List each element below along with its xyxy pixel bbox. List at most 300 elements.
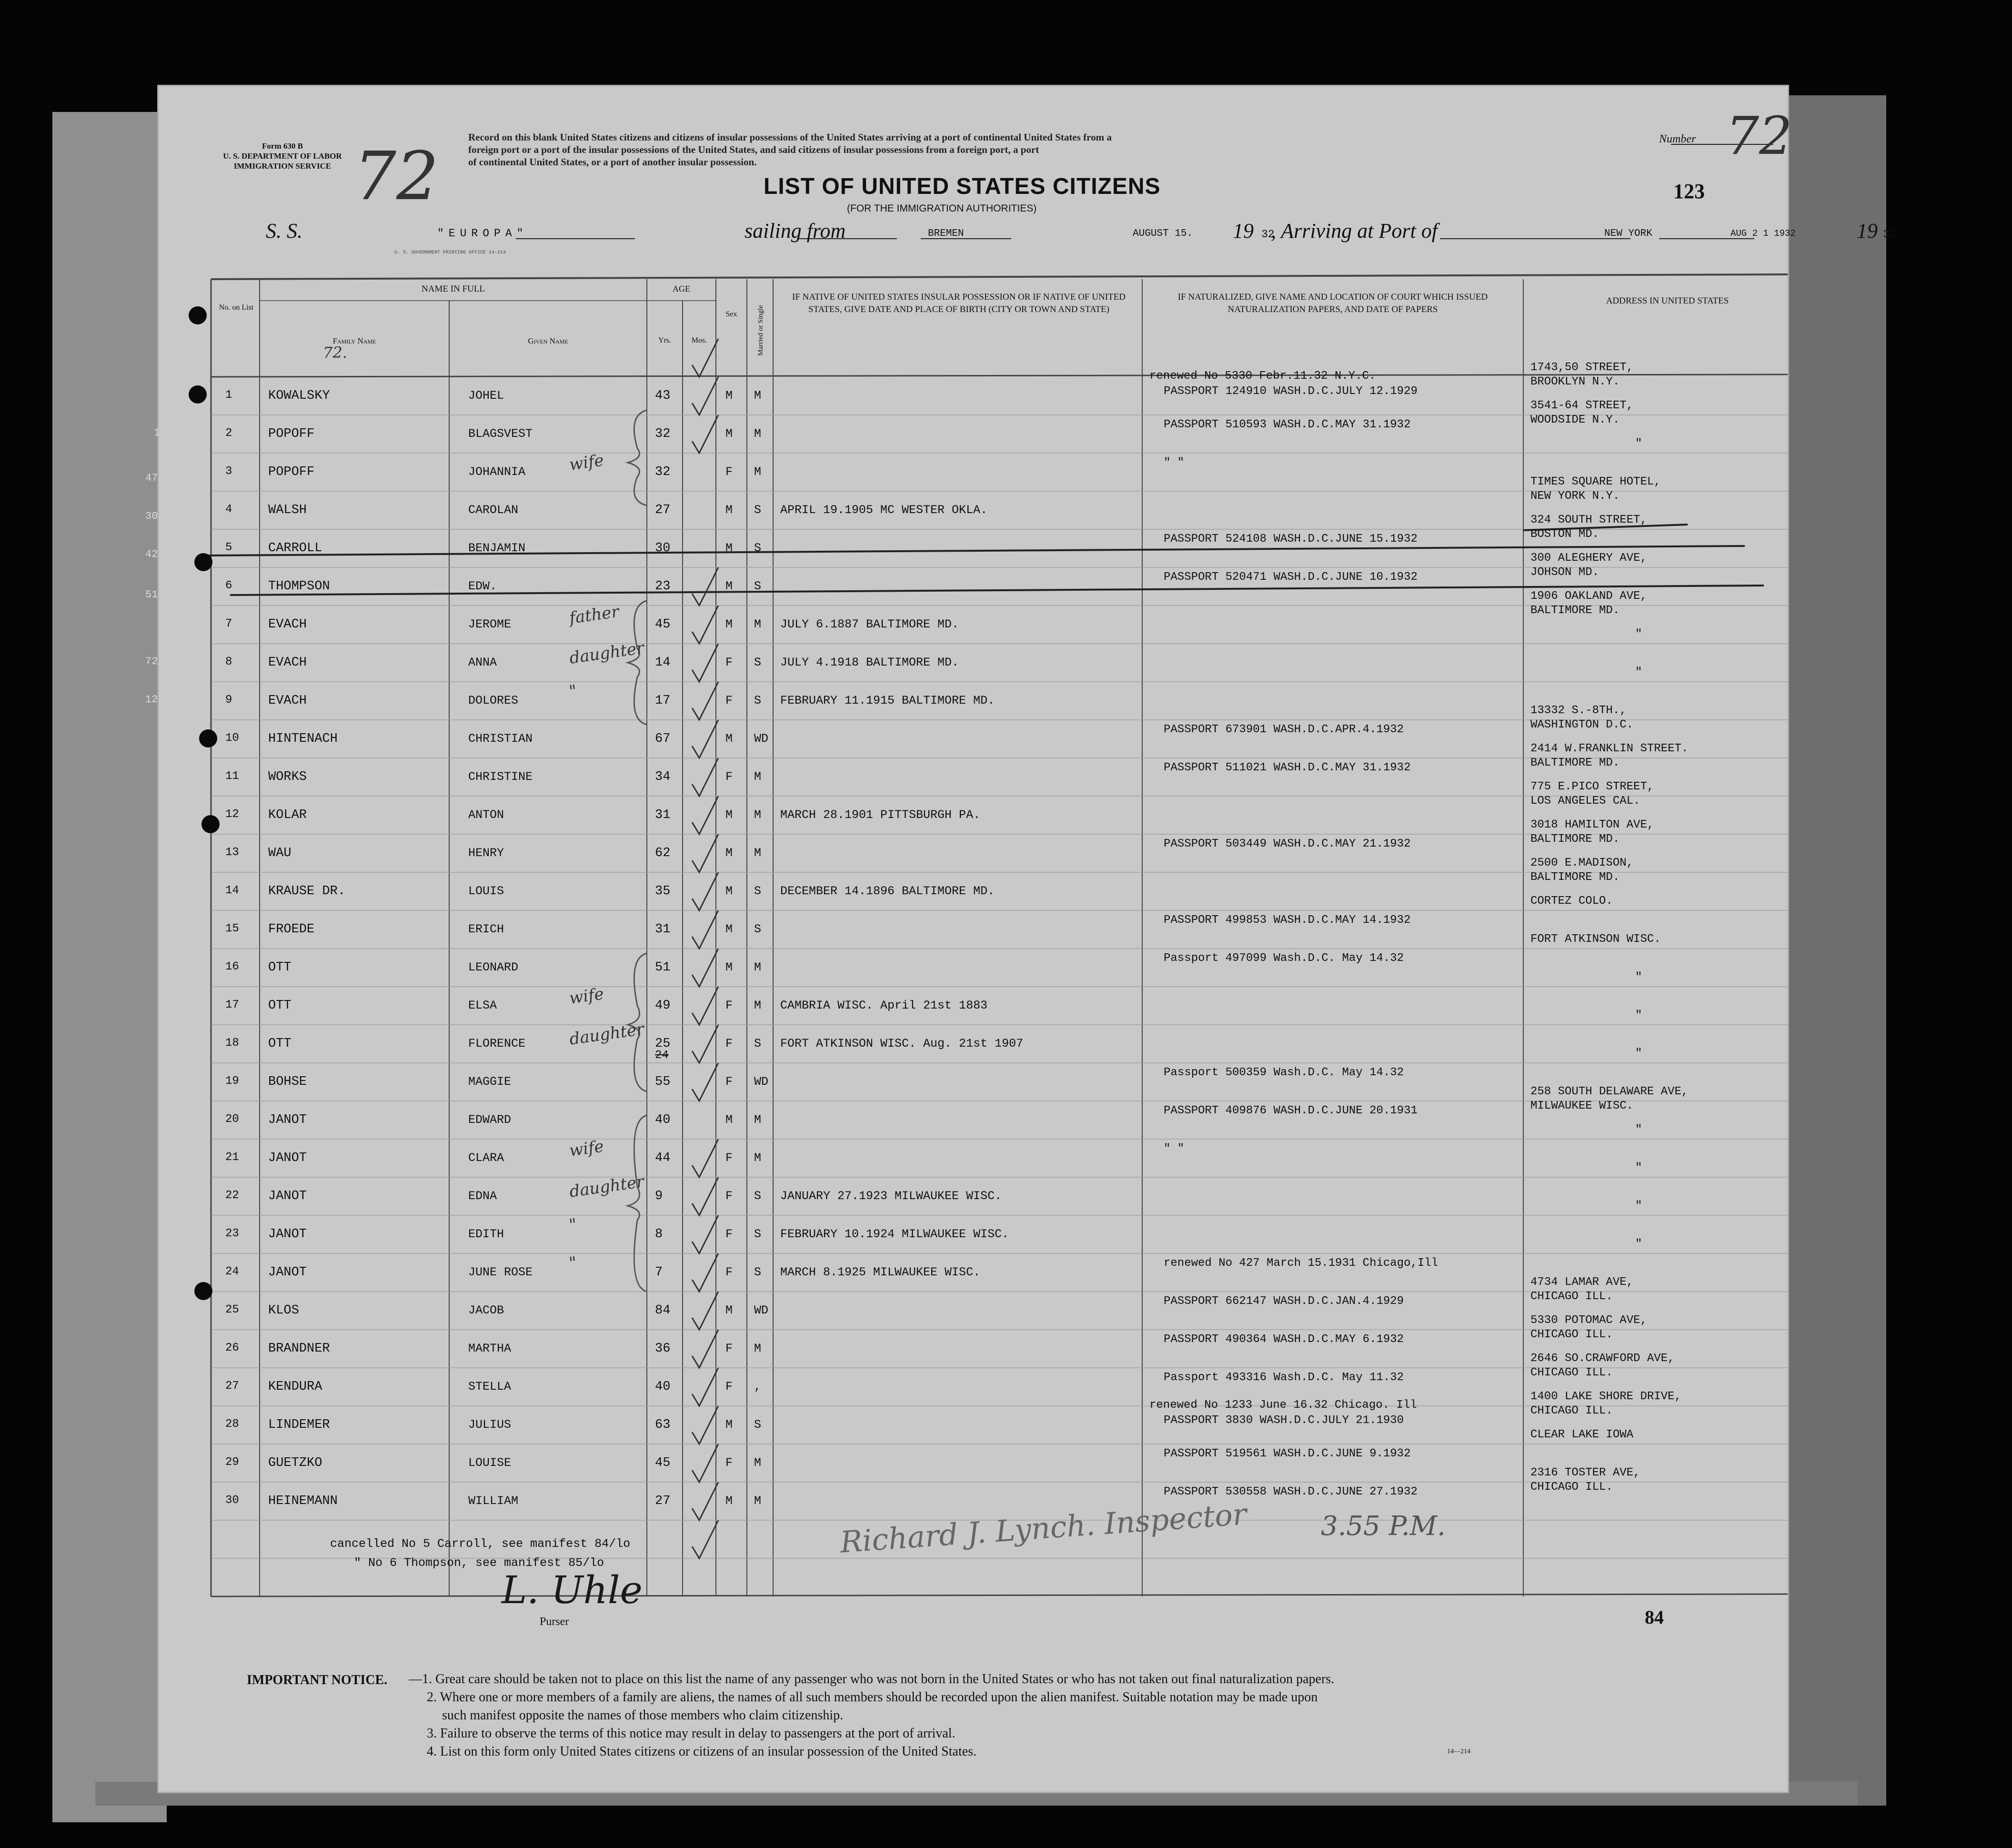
address-line: TIMES SQUARE HOTEL, (1530, 475, 1661, 488)
row-no: 14 (225, 884, 239, 897)
birth-info: APRIL 19.1905 MC WESTER OKLA. (780, 503, 988, 517)
given-name: EDITH (468, 1227, 504, 1241)
sex: M (725, 808, 733, 822)
birth-info: MARCH 28.1901 PITTSBURGH PA. (780, 808, 981, 822)
naturalization-info: PASSPORT 490364 WASH.D.C.MAY 6.1932 (1164, 1333, 1404, 1346)
arrival-date: AUG 2 1 1932 (1730, 228, 1796, 239)
marital-status: , (754, 1380, 762, 1394)
address-line: " (1635, 1009, 1642, 1022)
naturalization-info: renewed No 427 March 15.1931 Chicago,Ill (1164, 1257, 1439, 1270)
family-name-hand: 72. (323, 343, 347, 362)
naturalization-info: Passport 497099 Wash.D.C. May 14.32 (1164, 952, 1404, 965)
address-line: " (1635, 1238, 1642, 1251)
sex: M (725, 1113, 733, 1127)
row-no: 21 (225, 1151, 239, 1164)
naturalization-info: " " (1164, 456, 1185, 469)
marital-status: S (754, 541, 762, 555)
address-line: CHICAGO ILL. (1530, 1328, 1613, 1341)
address-line: 324 SOUTH STREET, (1530, 514, 1647, 526)
sex: F (725, 1037, 733, 1050)
naturalization-info: PASSPORT 124910 WASH.D.C.JULY 12.1929 (1164, 385, 1418, 398)
naturalization-info: Passport 493316 Wash.D.C. May 11.32 (1164, 1371, 1404, 1384)
address-line: 1906 OAKLAND AVE, (1530, 590, 1647, 603)
arrival-year: 32 (1883, 228, 1896, 241)
number-label: Number (1659, 133, 1696, 145)
given-name: DOLORES (468, 694, 519, 707)
family-name: KOWALSKY (268, 389, 330, 403)
cancel-note: " No 6 Thompson, see manifest 85/lo (354, 1556, 604, 1570)
naturalization-info: PASSPORT 530558 WASH.D.C.JUNE 27.1932 (1164, 1485, 1418, 1498)
given-name: BENJAMIN (468, 541, 526, 555)
marital-status: M (754, 999, 762, 1012)
family-name: FROEDE (268, 922, 315, 937)
address-line: CLEAR LAKE IOWA (1530, 1428, 1634, 1441)
marital-status: M (754, 1494, 762, 1508)
row-no: 10 (225, 732, 239, 745)
arrival-port: NEW YORK (1604, 228, 1652, 239)
sex: F (725, 1227, 733, 1241)
sex: M (725, 884, 733, 898)
department: U. S. DEPARTMENT OF LABOR (223, 151, 342, 161)
inspector-time: 3.55 P.M. (1321, 1511, 1446, 1542)
sex: F (725, 1456, 733, 1470)
age-years: 35 (655, 884, 671, 899)
given-name: ELSA (468, 999, 497, 1012)
address-line: CHICAGO ILL. (1530, 1481, 1613, 1494)
margin-number: 1 (154, 427, 161, 439)
naturalization-info: PASSPORT 673901 WASH.D.C.APR.4.1932 (1164, 723, 1404, 736)
row-no: 23 (225, 1227, 239, 1240)
relationship-note: wife (568, 451, 605, 475)
marital-status: S (754, 1037, 762, 1050)
row-no: 7 (225, 617, 232, 630)
list-number-handwritten: 72 (354, 138, 439, 215)
marital-status: M (754, 1342, 762, 1355)
age-years: 84 (655, 1303, 671, 1318)
age-years: 62 (655, 846, 671, 860)
given-name: CAROLAN (468, 503, 519, 517)
header-yrs: Yrs. (658, 336, 672, 344)
service: IMMIGRATION SERVICE (233, 162, 332, 171)
age-years: 30 (655, 541, 671, 555)
sex: F (725, 656, 733, 669)
sex: F (725, 1151, 733, 1165)
age-years: 40 (655, 1113, 671, 1127)
address-line: " (1635, 628, 1642, 641)
header-mos: Mos. (691, 336, 707, 344)
row-no: 11 (225, 770, 239, 783)
marital-status: S (754, 1189, 762, 1203)
notice-item: 3. Failure to observe the terms of this notice may result in delay to passengers at the port of arrival. (427, 1726, 956, 1741)
naturalization-info: PASSPORT 3830 WASH.D.C.JULY 21.1930 (1164, 1414, 1404, 1427)
row-no: 5 (225, 541, 232, 554)
age-years: 27 (655, 1494, 671, 1508)
address-line: " (1635, 1161, 1642, 1174)
age-years: 45 (655, 617, 671, 632)
sex: F (725, 465, 733, 479)
sailing-year: 32 (1261, 228, 1275, 241)
naturalization-info: PASSPORT 519561 WASH.D.C.JUNE 9.1932 (1164, 1447, 1411, 1460)
marital-status: WD (754, 1075, 769, 1089)
address-line: " (1635, 1123, 1642, 1136)
row-no: 25 (225, 1303, 239, 1316)
given-name: EDW. (468, 579, 497, 593)
sex: M (725, 732, 733, 746)
marital-status: M (754, 617, 762, 631)
header-sex: Sex (725, 310, 737, 318)
marital-status: M (754, 1113, 762, 1127)
family-name: WORKS (268, 770, 307, 784)
given-name: CHRISTINE (468, 770, 533, 784)
purser-signature: L. Uhle (502, 1568, 643, 1612)
row-no: 12 (225, 808, 239, 821)
given-name: MAGGIE (468, 1075, 512, 1089)
cancel-note: cancelled No 5 Carroll, see manifest 84/lo (330, 1537, 631, 1551)
given-name: CHRISTIAN (468, 732, 533, 746)
given-name: JEROME (468, 617, 512, 631)
address-line: 2414 W.FRANKLIN STREET. (1530, 742, 1689, 755)
age-years: 55 (655, 1075, 671, 1089)
relationship-note: " (568, 681, 578, 701)
row-no: 4 (225, 503, 232, 516)
marital-status: WD (754, 732, 769, 746)
family-name: OTT (268, 999, 292, 1013)
header-native-birth: IF NATIVE OF UNITED STATES INSULAR POSSESSION OR IF NATIVE OF UNITED STATES, GIVE DATE AND PLACE OF BIRTH (CITY OR TOWN AND STATE) (792, 292, 1126, 314)
given-name: FLORENCE (468, 1037, 526, 1050)
family-name: OTT (268, 1037, 292, 1051)
sailing-date: AUGUST 15. (1133, 228, 1193, 239)
birth-info: FEBRUARY 11.1915 BALTIMORE MD. (780, 694, 995, 707)
given-name: JOHANNIA (468, 465, 526, 479)
address-line: 13332 S.-8TH., (1530, 704, 1627, 717)
address-line: BALTIMORE MD. (1530, 871, 1620, 884)
family-name: BOHSE (268, 1075, 307, 1089)
address-line: 300 ALEGHERY AVE, (1530, 552, 1647, 565)
age-years: 43 (655, 389, 671, 403)
age-struck: 24 (655, 1049, 669, 1062)
age-years: 40 (655, 1380, 671, 1394)
sex: F (725, 1380, 733, 1394)
form-id: Form 630 B (262, 141, 303, 151)
family-name: LINDEMER (268, 1418, 330, 1432)
family-name: KLOS (268, 1303, 299, 1318)
birth-info: FORT ATKINSON WISC. Aug. 21st 1907 (780, 1037, 1024, 1050)
ship-name: "EUROPA" (437, 227, 528, 240)
relationship-note: " (568, 1215, 578, 1235)
address-line: CHICAGO ILL. (1530, 1290, 1613, 1303)
naturalization-info: PASSPORT 662147 WASH.D.C.JAN.4.1929 (1164, 1295, 1404, 1308)
record-note-line: of continental United States, or a port of another insular possession. (468, 156, 757, 168)
address-line: BALTIMORE MD. (1530, 833, 1620, 846)
marital-status: S (754, 884, 762, 898)
marital-status: M (754, 389, 762, 403)
address-line: " (1635, 1047, 1642, 1060)
address-line: CORTEZ COLO. (1530, 895, 1613, 908)
age-years: 31 (655, 808, 671, 822)
sex: M (725, 922, 733, 936)
row-no: 13 (225, 846, 239, 859)
marital-status: S (754, 1265, 762, 1279)
sex: F (725, 694, 733, 707)
back-sheet-right (1781, 95, 1886, 1806)
marital-status: M (754, 770, 762, 784)
marital-status: M (754, 427, 762, 441)
birth-info: FEBRUARY 10.1924 MILWAUKEE WISC. (780, 1227, 1009, 1241)
sex: F (725, 1075, 733, 1089)
family-name: EVACH (268, 694, 307, 708)
header-given-name: Given Name (528, 336, 568, 345)
given-name: JOHEL (468, 389, 504, 403)
family-name: KOLAR (268, 808, 307, 822)
address-line: FORT ATKINSON WISC. (1530, 933, 1661, 946)
naturalization-info: PASSPORT 524108 WASH.D.C.JUNE 15.1932 (1164, 533, 1418, 545)
notice-item: such manifest opposite the names of those members who claim citizenship. (442, 1708, 844, 1723)
given-name: LOUISE (468, 1456, 512, 1470)
marital-status: S (754, 922, 762, 936)
address-line: BROOKLYN N.Y. (1530, 375, 1620, 388)
family-name: EVACH (268, 617, 307, 632)
age-years: 31 (655, 922, 671, 937)
record-note-line: Record on this blank United States citizens and citizens of insular possessions of the United States arriving at a port of continental United States from a (468, 131, 1112, 143)
address-line: 1400 LAKE SHORE DRIVE, (1530, 1390, 1681, 1403)
age-years: 23 (655, 579, 671, 594)
printer-note: U. S. GOVERNMENT PRINTING OFFICE 14-214 (394, 250, 506, 255)
header-married-single: Married or Single (757, 305, 765, 356)
address-line: BOSTON MD. (1530, 528, 1600, 541)
ship-prefix: S. S. (266, 219, 302, 242)
given-name: JACOB (468, 1303, 504, 1317)
naturalization-info: PASSPORT 503449 WASH.D.C.MAY 21.1932 (1164, 838, 1411, 850)
age-years: 44 (655, 1151, 671, 1165)
given-name: EDNA (468, 1189, 497, 1203)
address-line: 5330 POTOMAC AVE, (1530, 1314, 1647, 1327)
row-no: 27 (225, 1380, 239, 1393)
given-name: LEONARD (468, 960, 519, 974)
given-name: MARTHA (468, 1342, 512, 1355)
row-no: 22 (225, 1189, 239, 1202)
inspector-signature: Richard J. Lynch. Inspector (839, 1496, 1248, 1560)
given-name: JUNE ROSE (468, 1265, 533, 1279)
address-line: WOODSIDE N.Y. (1530, 414, 1620, 426)
given-name: CLARA (468, 1151, 504, 1165)
given-name: LOUIS (468, 884, 504, 898)
row-no: 15 (225, 922, 239, 935)
address-line: " (1635, 1200, 1642, 1212)
address-line: 2500 E.MADISON, (1530, 857, 1634, 869)
address-line: 258 SOUTH DELAWARE AVE, (1530, 1085, 1689, 1098)
address-line: LOS ANGELES CAL. (1530, 795, 1640, 808)
given-name: BLAGSVEST (468, 427, 533, 441)
marital-status: M (754, 465, 762, 479)
sex: F (725, 770, 733, 784)
address-line: CHICAGO ILL. (1530, 1366, 1613, 1379)
family-name: EVACH (268, 656, 307, 670)
arrival-year-prefix: 19 (1857, 219, 1878, 242)
record-note-line: foreign port or a port of the insular possessions of the United States, and said citizens of insular possessions from a foreign port, a port (468, 144, 1039, 155)
citizens-list-form (145, 85, 1896, 1793)
birth-info: CAMBRIA WISC. April 21st 1883 (780, 999, 988, 1012)
header-address: ADDRESS IN UNITED STATES (1606, 296, 1729, 306)
age-years: 36 (655, 1342, 671, 1356)
family-name: HEINEMANN (268, 1494, 338, 1508)
row-no: 28 (225, 1418, 239, 1431)
naturalization-info: Passport 500359 Wash.D.C. May 14.32 (1164, 1066, 1404, 1079)
sex: M (725, 1418, 733, 1432)
sex: F (725, 1342, 733, 1355)
notice-item: 2. Where one or more members of a family are aliens, the names of all such members should be recorded upon the alien manifest. Suitable notation may be made upon (427, 1690, 1318, 1705)
cancel-notes (330, 1535, 630, 1573)
marital-status: S (754, 694, 762, 707)
header-name-in-full: NAME IN FULL (422, 284, 485, 294)
family-name: JANOT (268, 1113, 307, 1127)
birth-info: DECEMBER 14.1896 BALTIMORE MD. (780, 884, 995, 898)
naturalization-info: PASSPORT 499853 WASH.D.C.MAY 14.1932 (1164, 914, 1411, 927)
row-no: 8 (225, 656, 232, 668)
margin-number: 51 (145, 589, 158, 601)
relationship-note: wife (568, 984, 605, 1008)
age-years: 7 (655, 1265, 663, 1280)
form-subtitle: (FOR THE IMMIGRATION AUTHORITIES) (847, 203, 1037, 214)
purser-label: Purser (540, 1616, 569, 1628)
relationship-note: daughter (568, 1172, 645, 1202)
given-name: HENRY (468, 846, 504, 860)
naturalization-info: PASSPORT 511021 WASH.D.C.MAY 31.1932 (1164, 761, 1411, 774)
sex: F (725, 1189, 733, 1203)
sex: M (725, 503, 733, 517)
relationship-note: " (568, 1253, 578, 1273)
family-name: HINTENACH (268, 732, 338, 746)
sex: F (725, 1265, 733, 1279)
sex: M (725, 389, 733, 403)
birth-info: MARCH 8.1925 MILWAUKEE WISC. (780, 1265, 981, 1279)
sex: M (725, 541, 733, 555)
back-sheet-left (52, 112, 167, 1822)
address-line: " (1635, 437, 1642, 450)
age-years: 51 (655, 960, 671, 975)
address-line: 1743,50 STREET, (1530, 361, 1634, 374)
row-no: 6 (225, 579, 232, 592)
number-value: 72 (1726, 105, 1792, 166)
sex: M (725, 1303, 733, 1317)
naturalization-info: PASSPORT 520471 WASH.D.C.JUNE 10.1932 (1164, 571, 1418, 584)
marital-status: WD (754, 1303, 769, 1317)
important-notice (247, 1669, 1795, 1778)
row-no: 1 (225, 389, 232, 402)
given-name: ANNA (468, 656, 497, 669)
age-years: 17 (655, 694, 671, 708)
notice-label: IMPORTANT NOTICE. (247, 1673, 388, 1687)
family-name: KENDURA (268, 1380, 322, 1394)
address-line: BALTIMORE MD. (1530, 604, 1620, 617)
address-line: " (1635, 971, 1642, 984)
row-no: 17 (225, 999, 239, 1011)
margin-number: 42 (145, 548, 158, 560)
address-line: BALTIMORE MD. (1530, 757, 1620, 769)
sex: M (725, 1494, 733, 1508)
address-line: 3018 HAMILTON AVE, (1530, 818, 1654, 831)
row-no: 9 (225, 694, 232, 707)
given-name: ANTON (468, 808, 504, 822)
age-years: 14 (655, 656, 671, 670)
naturalization-info: PASSPORT 510593 WASH.D.C.MAY 31.1932 (1164, 418, 1411, 431)
marital-status: S (754, 656, 762, 669)
family-name: BRANDNER (268, 1342, 330, 1356)
page-number: 84 (1645, 1606, 1664, 1628)
given-name: STELLA (468, 1380, 512, 1394)
notice-item: —1. Great care should be taken not to place on this list the name of any passenger who was not born in the United States or who has not taken out final naturalization papers. (409, 1672, 1335, 1686)
header-age: AGE (673, 284, 690, 293)
row-no: 18 (225, 1037, 239, 1050)
age-years: 25 (655, 1037, 671, 1051)
marital-status: M (754, 808, 762, 822)
marital-status: M (754, 846, 762, 860)
row-no: 3 (225, 465, 232, 478)
family-name: KRAUSE DR. (268, 884, 346, 899)
relationship-note: father (568, 602, 621, 628)
margin-number: 12 (145, 694, 158, 706)
marital-status: S (754, 503, 762, 517)
margin-number: 30 (145, 510, 158, 522)
family-name: POPOFF (268, 427, 315, 441)
marital-status: S (754, 1227, 762, 1241)
family-name: JANOT (268, 1189, 307, 1203)
age-years: 67 (655, 732, 671, 746)
sailing-label: sailing from (744, 219, 846, 242)
marital-status: M (754, 1456, 762, 1470)
row-no: 24 (225, 1265, 239, 1278)
age-years: 32 (655, 427, 671, 441)
given-name: ERICH (468, 922, 504, 936)
address-line: CHICAGO ILL. (1530, 1404, 1613, 1417)
birth-info: JULY 4.1918 BALTIMORE MD. (780, 656, 959, 669)
age-years: 34 (655, 770, 671, 784)
address-line: 2316 TOSTER AVE, (1530, 1466, 1640, 1479)
address-line: " (1635, 666, 1642, 679)
relationship-note: daughter (568, 638, 645, 668)
family-name: WAU (268, 846, 292, 860)
notice-form-code: 14—214 (1447, 1748, 1470, 1755)
family-name: THOMPSON (268, 579, 330, 594)
given-name: JULIUS (468, 1418, 512, 1432)
address-line: 775 E.PICO STREET, (1530, 780, 1654, 793)
marital-status: S (754, 1418, 762, 1432)
row-no: 19 (225, 1075, 239, 1088)
given-name: EDWARD (468, 1113, 512, 1127)
row-no: 20 (225, 1113, 239, 1126)
sex: M (725, 960, 733, 974)
family-name: OTT (268, 960, 292, 975)
naturalization-info: renewed No 1233 June 16.32 Chicago. Ill (1149, 1399, 1417, 1412)
form-title: LIST OF UNITED STATES CITIZENS (764, 174, 1161, 199)
age-years: 49 (655, 999, 671, 1013)
age-years: 27 (655, 503, 671, 517)
margin-number: 47 (145, 472, 158, 484)
stamp-number: 123 (1673, 180, 1705, 203)
address-line: 2646 SO.CRAWFORD AVE, (1530, 1352, 1675, 1365)
row-no: 2 (225, 427, 232, 440)
family-name: JANOT (268, 1265, 307, 1280)
address-line: WASHINGTON D.C. (1530, 718, 1634, 731)
row-no: 30 (225, 1494, 239, 1507)
age-years: 9 (655, 1189, 663, 1203)
header-naturalized: IF NATURALIZED, GIVE NAME AND LOCATION OF COURT WHICH ISSUED NATURALIZATION PAPERS, AND DATE OF PAPERS (1177, 292, 1488, 314)
naturalization-info: PASSPORT 409876 WASH.D.C.JUNE 20.1931 (1164, 1104, 1418, 1117)
age-years: 32 (655, 465, 671, 479)
family-name: WALSH (268, 503, 307, 517)
row-no: 16 (225, 960, 239, 973)
family-name: GUETZKO (268, 1456, 322, 1470)
row-no: 29 (225, 1456, 239, 1469)
